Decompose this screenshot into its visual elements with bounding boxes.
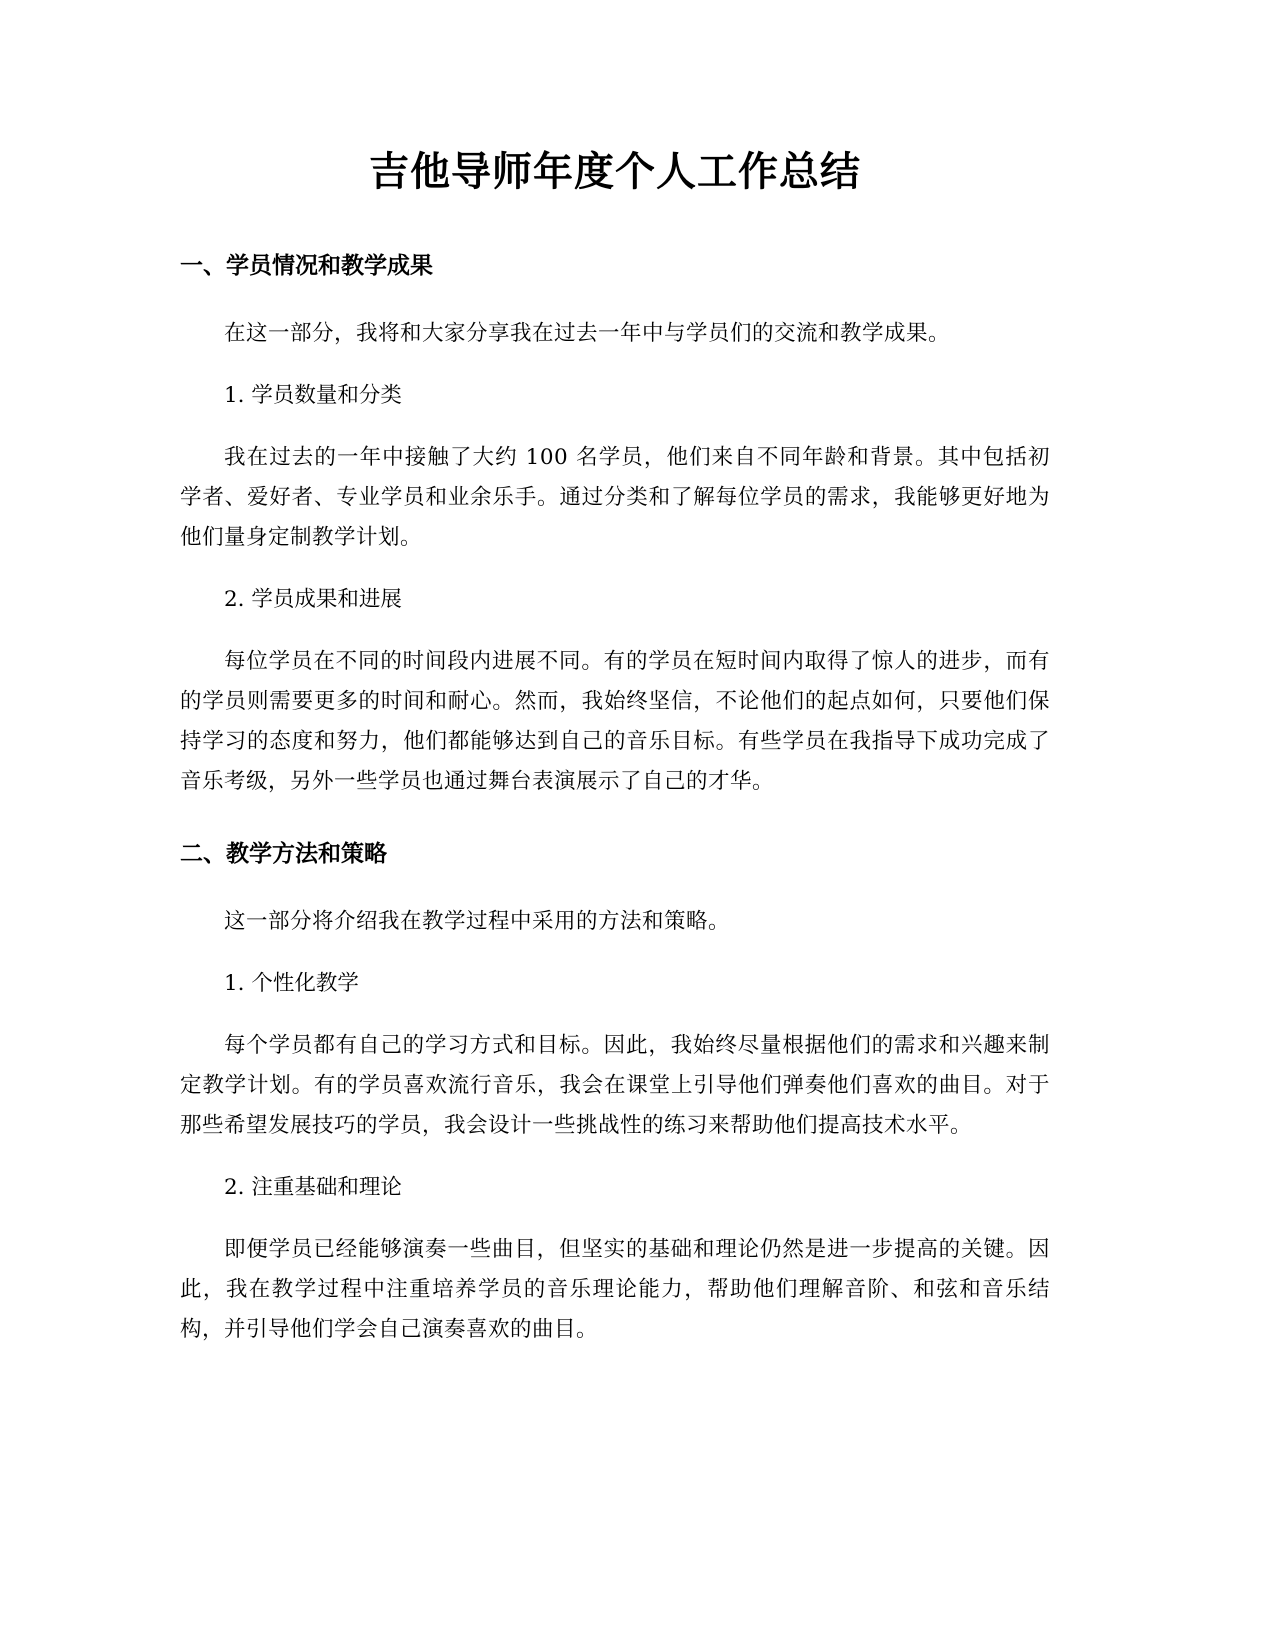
subsection-body: 即便学员已经能够演奏一些曲目，但坚实的基础和理论仍然是进一步提高的关键。因此，我在教学过程中注重培养学员的音乐理论能力，帮助他们理解音阶、和弦和音乐结构，并引导他们学会自己演奏喜欢的曲目。	[180, 1237, 1050, 1342]
section-heading: 二、教学方法和策略	[180, 841, 387, 867]
subsection-title: 2. 注重基础和理论	[224, 1175, 402, 1200]
section-intro: 这一部分将介绍我在教学过程中采用的方法和策略。	[224, 909, 731, 934]
subsection-title: 1. 个性化教学	[224, 971, 359, 996]
document-title: 吉他导师年度个人工作总结	[369, 149, 861, 195]
section-teaching-methods	[180, 836, 1050, 1350]
subsection-body: 我在过去的一年中接触了大约 100 名学员，他们来自不同年龄和背景。其中包括初学者、爱好者、专业学员和业余乐手。通过分类和了解每位学员的需求，我能够更好地为他们量身定制教学计划。	[180, 445, 1050, 550]
section-heading: 一、学员情况和教学成果	[180, 253, 433, 279]
section-intro: 在这一部分，我将和大家分享我在过去一年中与学员们的交流和教学成果。	[224, 321, 951, 346]
section-student-results	[180, 248, 1050, 802]
subsection-title: 1. 学员数量和分类	[224, 383, 402, 408]
subsection-title: 2. 学员成果和进展	[224, 587, 402, 612]
document-page	[180, 140, 1050, 1372]
subsection-body: 每个学员都有自己的学习方式和目标。因此，我始终尽量根据他们的需求和兴趣来制定教学计划。有的学员喜欢流行音乐，我会在课堂上引导他们弹奏他们喜欢的曲目。对于那些希望发展技巧的学员，我会设计一些挑战性的练习来帮助他们提高技术水平。	[180, 1033, 1050, 1138]
subsection-body: 每位学员在不同的时间段内进展不同。有的学员在短时间内取得了惊人的进步，而有的学员则需要更多的时间和耐心。然而，我始终坚信，不论他们的起点如何，只要他们保持学习的态度和努力，他们都能够达到自己的音乐目标。有些学员在我指导下成功完成了音乐考级，另外一些学员也通过舞台表演展示了自己的才华。	[180, 649, 1050, 794]
